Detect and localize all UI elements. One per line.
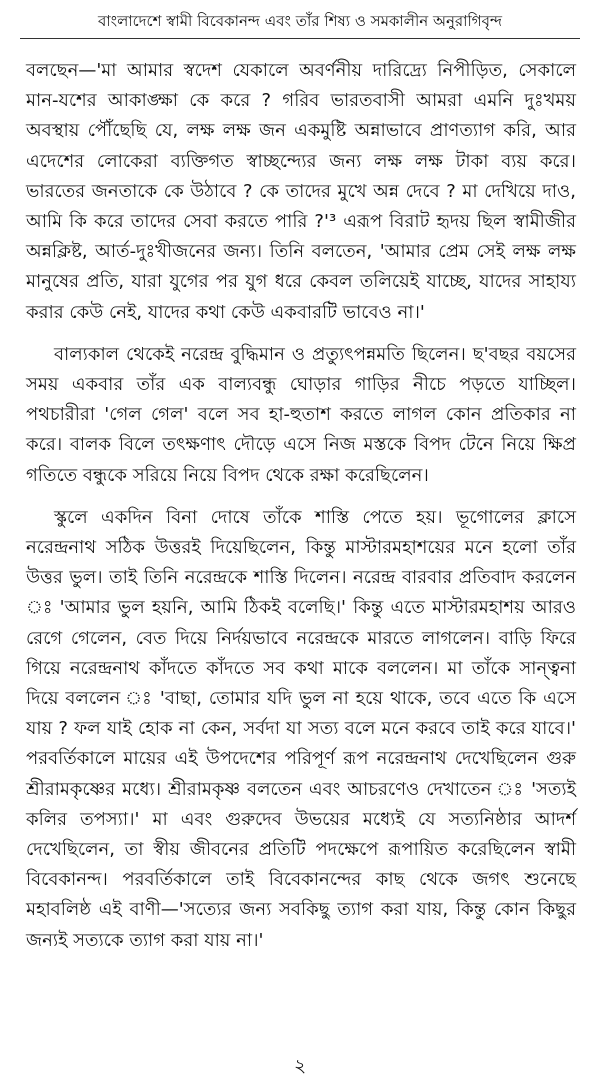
body-text: [26, 56, 576, 956]
header-rule: [20, 38, 580, 39]
paragraph-school: স্কুলে একদিন বিনা দোষে তাঁকে শাস্তি পেতে হয়। ভূগোলের ক্লাসে নরেন্দ্রনাথ সঠিক উত্তরই দিয়েছিলেন, কিন্তু মাস্টারমহাশয়ের মনে হলো তাঁর উত্তর ভুল। তাই তিনি নরেন্দ্রকে শাস্তি দিলেন। নরেন্দ্র বারবার প্রতিবাদ করলেন ঃ 'আমার ভুল হয়নি, আমি ঠিকই বলেছি।' কিন্তু এতে মাস্টারমহাশয় আরও রেগে গেলেন, বেত দিয়ে নির্দয়ভাবে নরেন্দ্রকে মারতে লাগলেন। বাড়ি ফিরে গিয়ে নরেন্দ্রনাথ কাঁদতে কাঁদতে সব কথা মাকে বললেন। মা তাঁকে সান্ত্বনা দিয়ে বললেন ঃ 'বাছা, তোমার যদি ভুল না হয়ে থাকে, তবে এতে কি এসে যায় ? ফল যাই হোক না কেন, সর্বদা যা সত্য বলে মনে করবে তাই করে যাবে।' পরবর্তিকালে মায়ের এই উপদেশের পরিপূর্ণ রূপ নরেন্দ্রনাথ দেখেছিলেন গুরু শ্রীরামকৃষ্ণের মধ্যে। শ্রীরামকৃষ্ণ বলতেন এবং আচরণেও দেখাতেন ঃ 'সত্যই কলির তপস্যা।' মা এবং গুরুদেব উভয়ের মধ্যেই যে সত্যনিষ্ঠার আদর্শ দেখেছিলেন, তা স্বীয় জীবনের প্রতিটি পদক্ষেপে রূপায়িত করেছিলেন স্বামী বিবেকানন্দ। পরবর্তিকালে তাই বিবেকানন্দের কাছ থেকে জগৎ শুনেছে মহাবলিষ্ঠ এই বাণী—'সত্যের জন্য সবকিছু ত্যাগ করা যায়, কিন্তু কোন কিছুর জন্যই সত্যকে ত্যাগ করা যায় না।': [26, 506, 576, 951]
running-header: বাংলাদেশে স্বামী বিবেকানন্দ এবং তাঁর শিষ্য ও সমকালীন অনুরাগিবৃন্দ: [97, 12, 503, 30]
page-number: ২: [293, 1055, 307, 1077]
paragraph-childhood: বাল্যকাল থেকেই নরেন্দ্র বুদ্ধিমান ও প্রত্যুৎপন্নমতি ছিলেন। ছ'বছর বয়সের সময় একবার তাঁর এক বাল্যবন্ধু ঘোড়ার গাড়ির নীচে পড়তে যাচ্ছিল। পথচারীরা 'গেল গেল' বলে সব হা-হুতাশ করতে লাগল কোন প্রতিকার না করে। বালক বিলে তৎক্ষণাৎ দৌড়ে এসে নিজ মস্তকে বিপদ টেনে নিয়ে ক্ষিপ্র গতিতে বন্ধুকে সরিয়ে নিয়ে বিপদ থেকে রক্ষা করেছিলেন।: [26, 343, 576, 486]
paragraph-continued: বলছেন—'মা আমার স্বদেশ যেকালে অবর্ণনীয় দারিদ্র্যে নিপীড়িত, সেকালে মান-যশের আকাঙ্ক্ষা কে করে ? গরিব ভারতবাসী আমরা এমনি দুঃখময় অবস্থায় পৌঁছেছি যে, লক্ষ লক্ষ জন একমুষ্টি অন্নাভাবে প্রাণত্যাগ করি, আর এদেশের লোকেরা ব্যক্তিগত স্বাচ্ছন্দ্যের জন্য লক্ষ লক্ষ টাকা ব্যয় করে। ভারতের জনতাকে কে উঠাবে ? কে তাদের মুখে অন্ন দেবে ? মা দেখিয়ে দাও, আমি কি করে তাদের সেবা করতে পারি ?'³ এরূপ বিরাট হৃদয় ছিল স্বামীজীর অন্নক্লিষ্ট, আর্ত-দুঃখীজনের জন্য। তিনি বলতেন, 'আমার প্রেম সেই লক্ষ লক্ষ মানুষের প্রতি, যারা যুগের পর যুগ ধরে কেবল তলিয়েই যাচ্ছে, যাদের সাহায্য করার কেউ নেই, যাদের কথা কেউ একবারটি ভাবেও না।': [26, 60, 576, 323]
